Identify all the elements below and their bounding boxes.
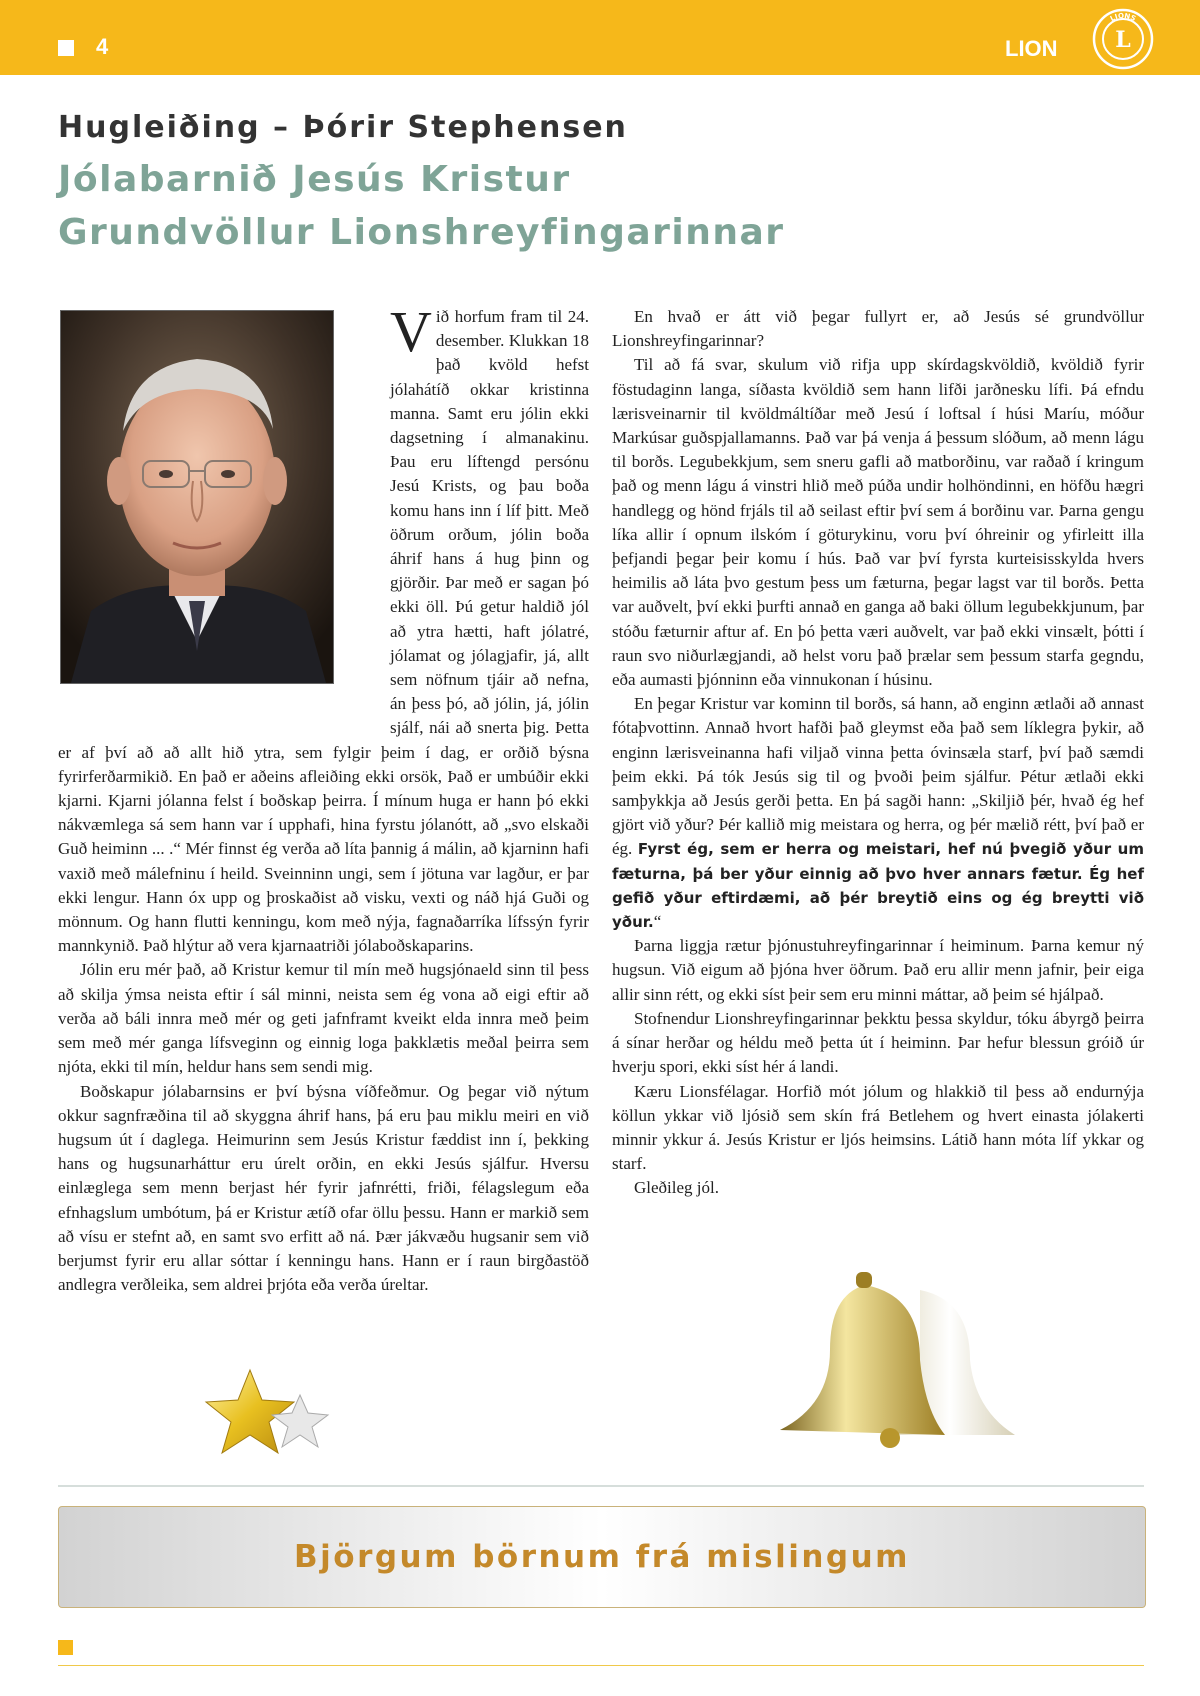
page-number: 4	[96, 34, 109, 59]
promo-banner	[58, 1506, 1146, 1608]
paragraph: En þegar Kristur var kominn til borðs, sá hann, að enginn ætlaði að annast fótaþvottinn. Annað hvort hafði það gleymst eða það sem líklegra þykir, að enginn lærisveinanna hafi viljað vinna þetta óvinsæla starf, því það sæmdi þeim ekki. Þá tók Jesús sig til og þvoði þeim sjálfur. Pétur ætlaði ekki samþykkja að Jesús gerði þetta. En þá sagði hann: „Skiljið þér, hvað ég hef gjört við yður? Þér kallið mig meistara og herra, og þér mælið rétt, því það er ég.	[612, 694, 1144, 859]
christmas-bells-icon	[770, 1270, 1030, 1450]
svg-text:L: L	[1115, 27, 1131, 53]
article-column-left	[58, 299, 589, 1297]
paragraph: En hvað er átt við þegar fullyrt er, að Jesús sé grundvöllur Lionshreyfingarinnar?	[612, 307, 1144, 351]
paragraph: Til að fá svar, skulum við rifja upp skírdagskvöldið, kvöldið fyrir föstudaginn langa, síðasta kvöldið sem hann lifði jarðnesku lífi. Þá efndu lærisveinarnir til kvöldmáltíðar með Jesú í loftsal í húsi Maríu, móður Markúsar guðspjallamanns. Það var þá venja á þessum slóðum, að menn lágu til borðs. Legubekkjum, sem sneru gafli að matborðinu, var raðað í kringum það og menn lágu á vinstri hlið með púða undir holhöndinni, en höfðu hægri handlegg og hönd frjáls til að seilast eftir því sem á borðinu var. Þarna gengu líka allir í opnum ilskóm í göturykinu, voru því óhreinir og yfirleitt illa þefjandi þegar þeir komu í hús. Það var því fyrsta kurteisisskylda hvers heimilis að láta þvo gestum þess um fæturna, þegar lagst var til borðs. Þetta var auðvelt, því ekki þurfti annað en ganga að baki öllum legubekkjunum, þar stóðu fæturnir aftur af. En þó þetta væri auðvelt, var það ekki vinsælt, þótti í raun svo niðurlægjandi, að helst voru það þrælar sem þessum starfa gegndu, eða aumasti þjónninn eða vinnukonan í húsinu.	[612, 355, 1144, 690]
paragraph: Þarna liggja rætur þjónustuhreyfingarinnar í heiminum. Þarna kemur ný hugsun. Við eigum að þjóna hver öðrum. Það eru allir menn jafnir, þeir eiga allir sinn rétt, og ekki síst þeir sem eru minni máttar, að þeim sé hjálpað.	[612, 936, 1144, 1004]
title-line-2: Grundvöllur Lionshreyfingarinnar	[58, 212, 785, 253]
article-column-right	[612, 305, 1144, 1201]
christmas-stars-icon	[190, 1365, 340, 1460]
quote-close: “	[653, 912, 662, 932]
paragraph: ið horfum fram til 24. desember. Klukkan 18 það kvöld hefst jólahátíð okkar kristinna manna. Samt eru jólin ekki dagsetning í almanakinu. Þau eru líftengd persónu Jesú Krists, og þau boða komu hans inn í líf þitt. Með öðrum orðum, jólin boða áhrif hans á hug þinn og gjörðir. Þar með er sagan þó ekki öll. Þú getur haldið jól að ytra hætti, haft jólatré, jólamat og jólagjafir, já, allt sem nöfnum tjáir að nefna, án þess þó, að jólin, já, jólin sjálf, nái að snerta þig. Þetta er af því að að allt hið ytra, sem fylgir þeim í dag, er orðið býsna fyrirferðarmikið. En það er aðeins afleiðing ekki orsök, Það er umbúðir ekki kjarni. Kjarni jólanna felst í boðskap þeirra. Í mínum huga er hann þó ekki nákvæmlega sá sem hann var í upphafi, hina fyrstu jólanótt, að „svo elskaði Guð heiminn ... .“ Mér finnst ég verða að líta þannig á málin, að kjarninn hafi vaxið með málefninu í heild. Sveinninn ungi, sem í jötuna var lagður, er þar ekki lengur. Hann óx upp og þroskaðist að visku, vexti og náð hjá Guði og mönnum. Og hann flutti kenningu, kom með nýja, fagnaðarríka lífssýn fyrir mannkynið. Það hlýtur að vera kjarnaatriði jólaboðskaparins.	[58, 307, 589, 956]
banner-text: Björgum börnum frá mislingum	[294, 1539, 910, 1575]
magazine-brand: LION	[1005, 36, 1058, 61]
footer-marker	[58, 1640, 73, 1655]
drop-cap: V	[390, 299, 432, 364]
header-bar	[0, 0, 1200, 75]
article-title	[58, 153, 785, 259]
divider-line	[58, 1485, 1144, 1487]
lions-logo-icon	[1092, 8, 1154, 70]
logo-text: LIONS	[1108, 11, 1138, 24]
paragraph: Stofnendur Lionshreyfingarinnar þekktu þessa skyldur, tóku ábyrgð þeirra á sínar herðar og héldu með þetta út í heiminn. Þar hefur blessun gróið úr hverju spori, ekki síst hér á landi.	[612, 1008, 1144, 1077]
article-kicker: Hugleiðing – Þórir Stephensen	[58, 110, 628, 145]
footer-line	[58, 1665, 1144, 1666]
paragraph: Jólin eru mér það, að Kristur kemur til mín með hugsjónaeld sinn til þess að skilja ýmsa neista eftir í sál minni, neista sem ég vona að eigi eftir að verða að báli innra með mér og geti jafnframt kveikt elda innra með þeim sem með mér ganga lífsveginn og einnig loga þakklætis meðal þeirra sem njóta, ekki til mín, heldur hans sem sendi mig.	[58, 960, 589, 1077]
paragraph: Boðskapur jólabarnsins er því býsna víðfeðmur. Og þegar við nýtum okkur sagnfræðina til að skyggna áhrif hans, þá eru þau miklu meiri en við hugsum út í daglega. Heimurinn sem Jesús Kristur fæddist inn í, þekking hans og hugsunarháttur eru úrelt orðin, en ekki Jesús sjálfur. Hversu einlæglega sem menn berjast hér fyrir jafnrétti, friði, félagslegum eða efnhagslum umbótum, þá er Kristur ætíð ofar öllu þessu. Hann er markið sem að vísu er stefnt að, en samt svo erfitt að ná. Þær jákvæðu hugsanir sem við berjumst fyrir eru allar sóttar í kenningu hans. Hann er í raun birgðastöð andlegra verðleika, sem aldrei þrjóta eða verða úreltar.	[58, 1081, 589, 1295]
closing-greeting: Gleðileg jól.	[634, 1178, 719, 1198]
page-marker	[58, 40, 74, 56]
emphasized-quote: Fyrst ég, sem er herra og meistari, hef nú þvegið yður um fæturna, þá ber yður einnig að þvo hver annars fætur. Ég hef gefið yður eftirdæmi, að þér breytið eins og ég breytti við yður.	[612, 840, 1144, 932]
title-line-1: Jólabarnið Jesús Kristur	[58, 159, 571, 200]
paragraph: Kæru Lionsfélagar. Horfið mót jólum og hlakkið til þess að endurnýja köllun ykkar við ljósið sem skín frá Betlehem og hvert einasta jólakerti minnir ykkur á. Jesús Kristur er ljós heimsins. Látið hann móta líf ykkar og starf.	[612, 1081, 1144, 1174]
